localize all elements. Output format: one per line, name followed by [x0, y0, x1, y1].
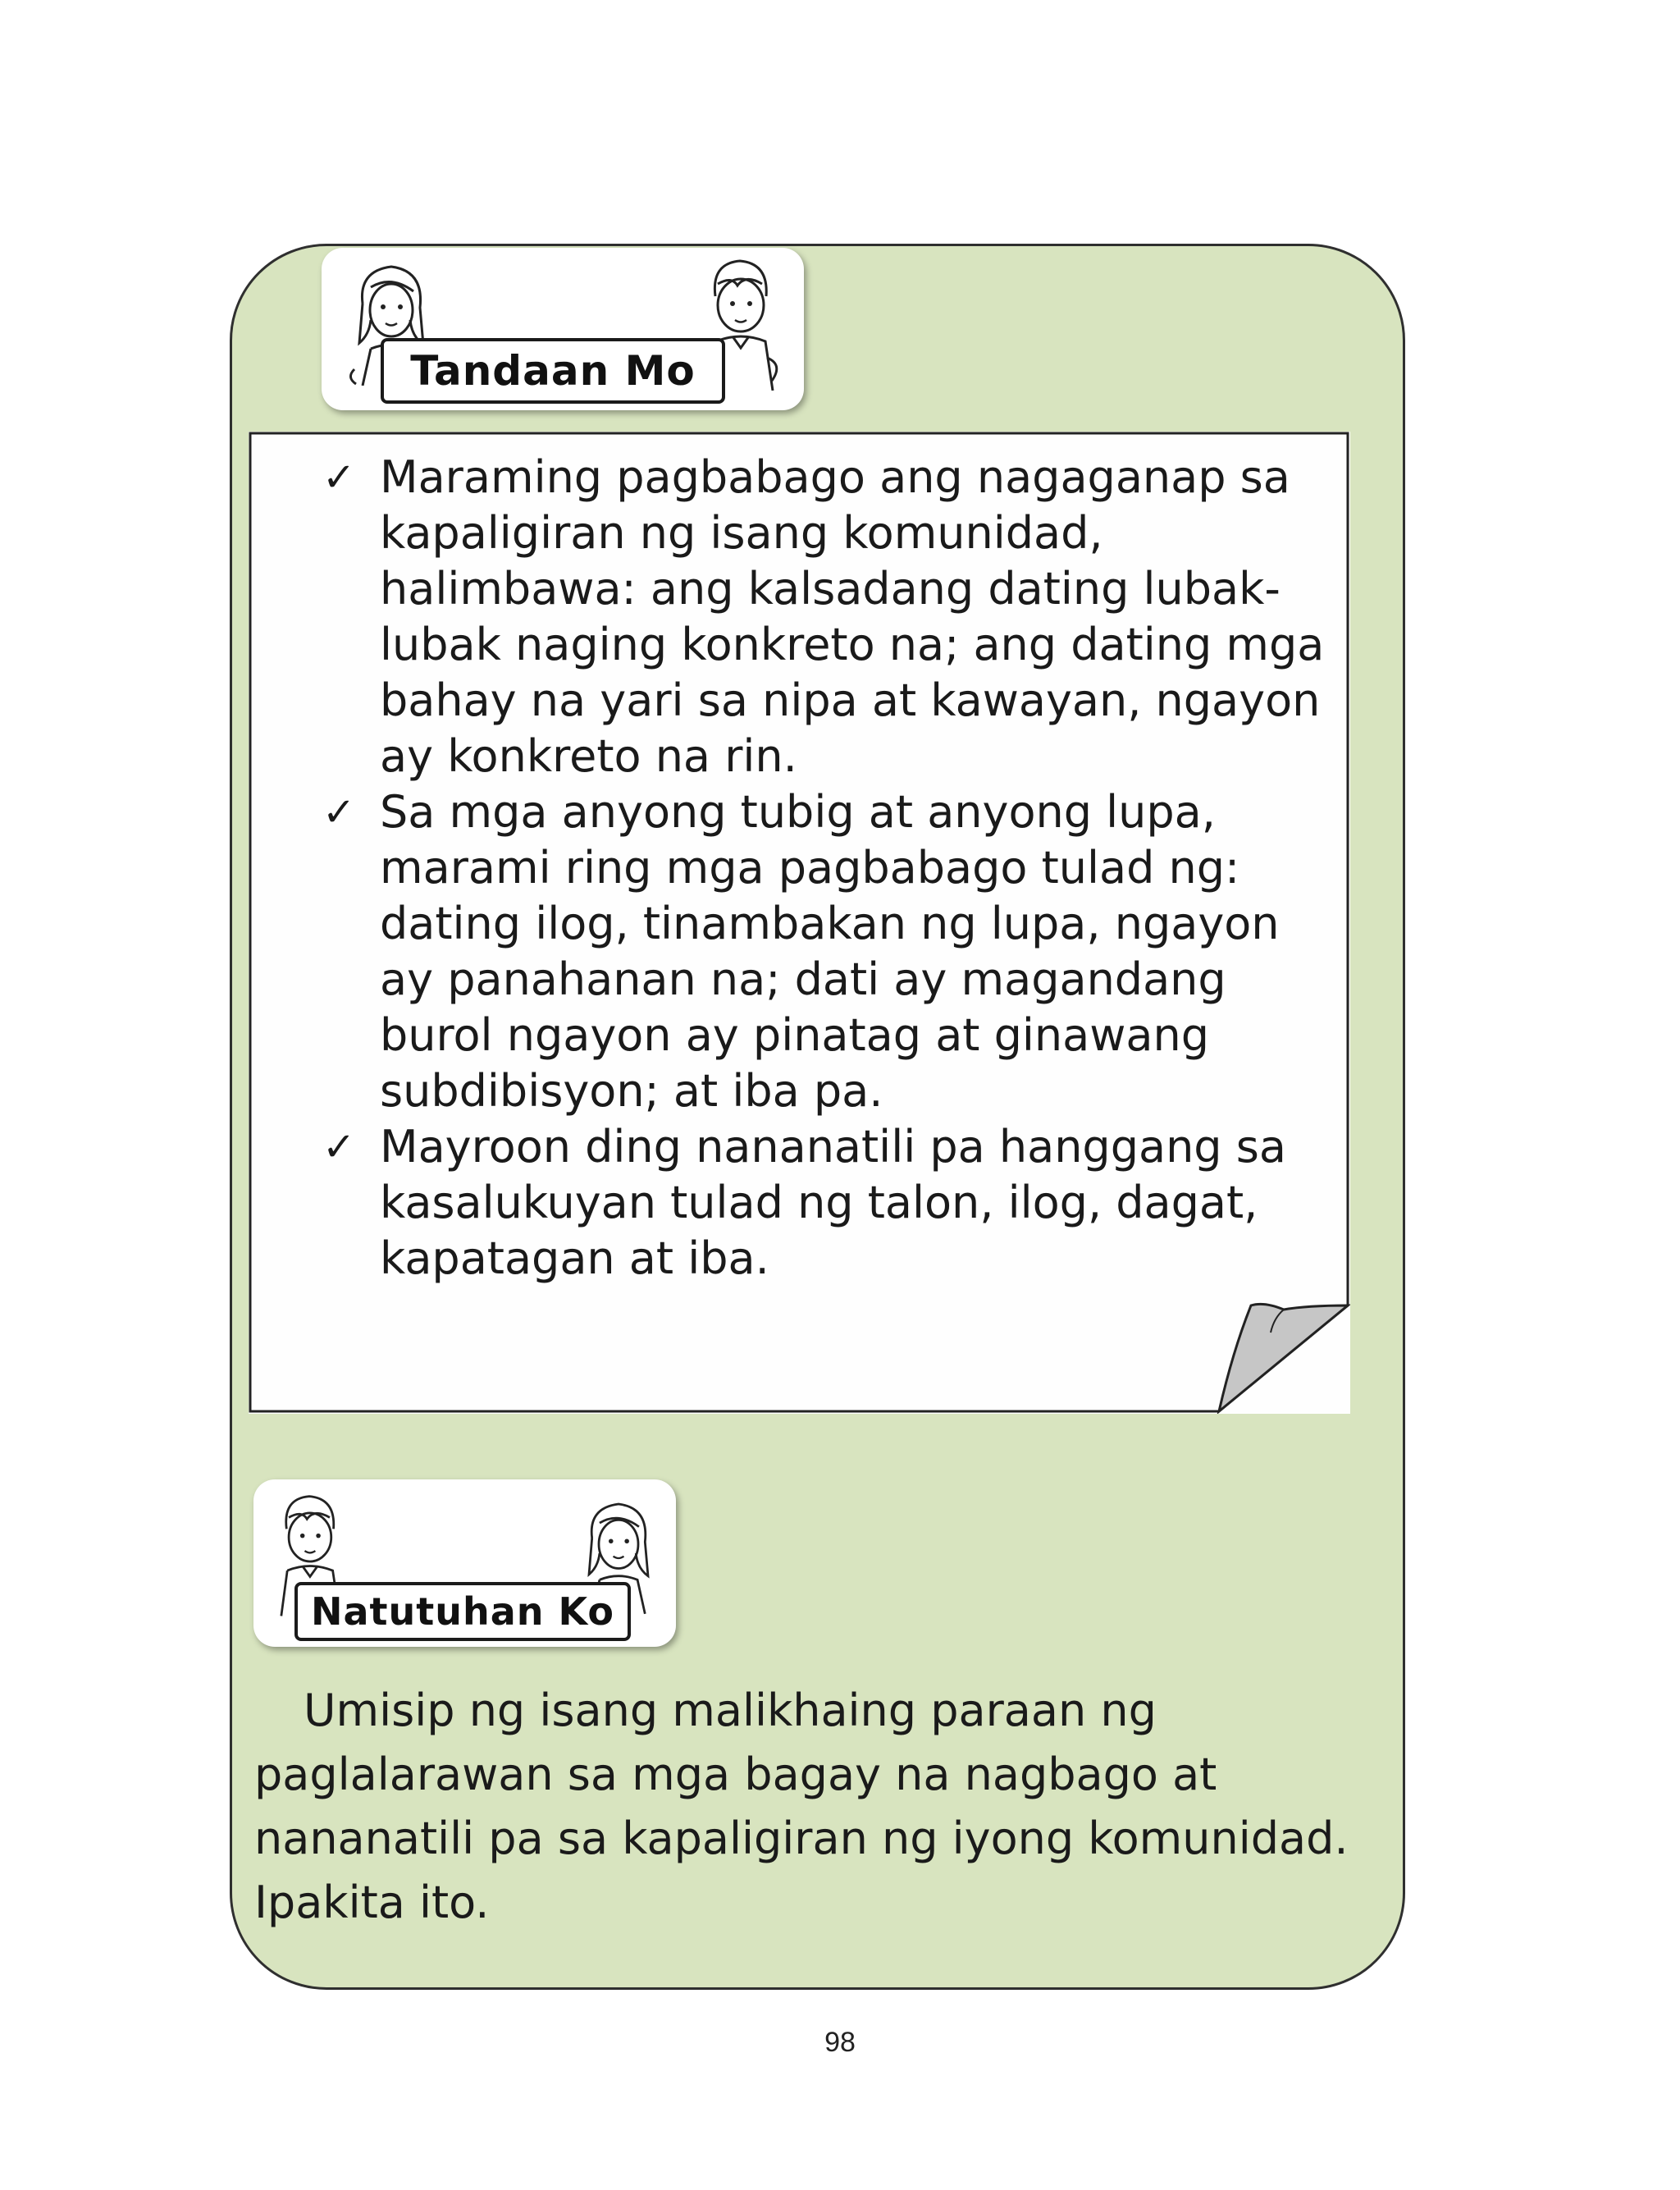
list-item: ✓ Mayroon ding nananatili pa hanggang sa kasalukuyan tulad ng talon, ilog, dagat, kapatagan at iba. [322, 1121, 1286, 1284]
checkmark-icon: ✓ [322, 1124, 356, 1170]
tandaan-title: Tandaan Mo [381, 338, 725, 404]
tandaan-note [249, 432, 1350, 1414]
checkmark-icon: ✓ [322, 455, 356, 501]
list-item: ✓ Sa mga anyong tubig at anyong lupa, marami ring mga pagbabago tulad ng: dating ilog, tinambakan ng lupa, ngayon ay panahanan na; dati ay magandang burol ngayon ay pinatag at ginawang subdibisyon; at iba pa. [322, 786, 1280, 1117]
natutuhan-banner [253, 1479, 676, 1647]
tandaan-bullet-list [322, 450, 1340, 1287]
paragraph: Umisip ng isang malikhaing paraan ng paglalarawan sa mga bagay na nagbago at nananatili pa sa kapaligiran ng iyong komunidad. Ipakita ito. [254, 1685, 1349, 1928]
checkmark-icon: ✓ [322, 789, 356, 835]
page-number: 98 [824, 2027, 856, 2058]
tandaan-banner [322, 248, 804, 410]
natutuhan-title: Natutuhan Ko [294, 1582, 631, 1641]
natutuhan-text [254, 1679, 1395, 1935]
list-item: ✓ Maraming pagbabago ang nagaganap sa kapaligiran ng isang komunidad, halimbawa: ang kalsadang dating lubak-lubak naging konkreto na; ang dating mga bahay na yari sa nipa at kawayan, ngayon ay konkreto na rin. [322, 451, 1325, 782]
